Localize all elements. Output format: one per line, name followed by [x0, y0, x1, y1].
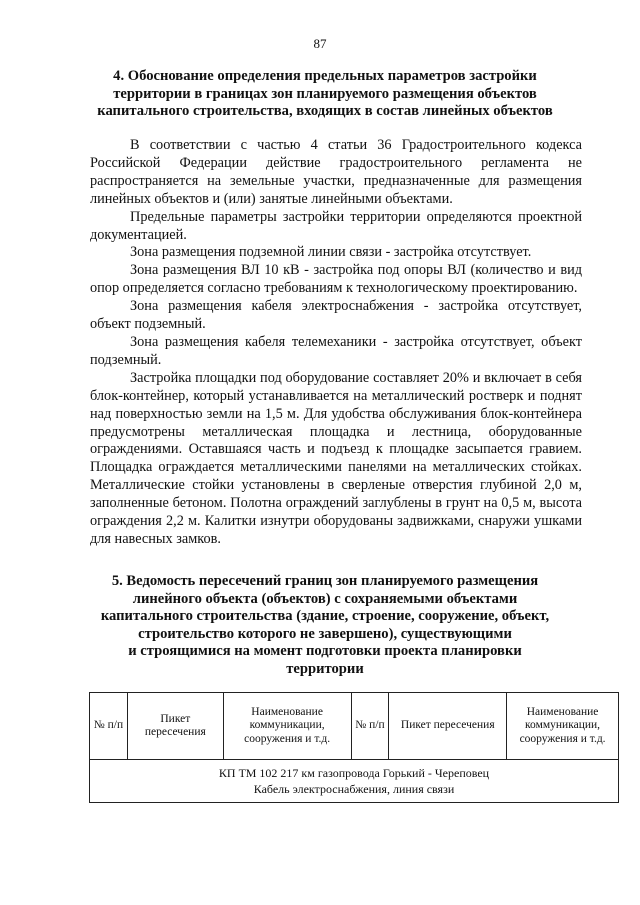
paragraph: В соответствии с частью 4 статьи 36 Градостроительного кодекса Российской Федерации действие градостроительного регламента не распространяется на земельные участки, предназначенные для размещения линейных объектов и (или) занятые линейными объектами.: [90, 137, 582, 207]
paragraph: Зона размещения ВЛ 10 кВ - застройка под опоры ВЛ (количество и вид опор определяется согласно требованиям к технологическому проектированию.: [90, 262, 582, 297]
section-5-heading-line: территории: [286, 660, 364, 677]
header-cell-name: Наименование коммуникации, сооружения и т.д.: [507, 693, 619, 760]
section-4-heading-line: 4. Обоснование определения предельных параметров застройки: [113, 68, 537, 84]
section-5-heading-line: строительство которого не завершено), существующими: [138, 625, 512, 642]
table-header-row: [90, 693, 619, 760]
paragraph: Застройка площадки под оборудование составляет 20% и включает в себя блок-контейнер, который устанавливается на металлический ростверк и поднят над поверхностью земли на 1,5 м. Для удобства обслуживания блок-контейнера предусмотрены металлическая площадка и лестница, оборудованные ограждениями. Оставшаяся часть и подъезд к площадке засыпается гравием. Площадка ограждается металлическими панелями на металлических стойках. Металлические стойки установлены в сверленые отверстия глубиной 2,0 м, заполненные бетоном. Полотна ограждений заглублены в грунт на 0,5 м, высота ограждения 2,2 м. Калитки изнутри оборудованы задвижками, снаружи ушками для навесных замков.: [90, 369, 582, 547]
section-5-heading: [90, 573, 560, 679]
paragraph: Зона размещения кабеля телемеханики - застройка отсутствует, объект подземный.: [90, 333, 582, 368]
group-row-cell: [90, 760, 619, 803]
crossings-table: [89, 692, 619, 803]
section-5-heading-line: линейного объекта (объектов) с сохраняемыми объектами: [132, 590, 518, 607]
section-5-heading-line: капитального строительства (здание, строение, сооружение, объект,: [100, 608, 550, 625]
section-5-heading-line: и строящимися на момент подготовки проекта планировки: [128, 643, 522, 660]
table-group-row: [90, 760, 619, 803]
header-cell-picket: Пикет пересечения: [389, 693, 507, 760]
header-cell-name: Наименование коммуникации, сооружения и т.д.: [223, 693, 351, 760]
section-5-heading-line: 5. Ведомость пересечений границ зон планируемого размещения: [111, 573, 539, 589]
section-4-body: [90, 137, 582, 549]
paragraph: Предельные параметры застройки территории определяются проектной документацией.: [90, 208, 582, 243]
header-cell-picket: Пикет пересечения: [127, 693, 223, 760]
section-4-heading-line: капитального строительства, входящих в состав линейных объектов: [97, 103, 553, 120]
section-4-heading-line: территории в границах зон планируемого размещения объектов: [113, 85, 537, 102]
header-cell-number: № п/п: [90, 693, 128, 760]
paragraph: Зона размещения подземной линии связи - застройка отсутствует.: [130, 244, 532, 261]
page-number: 87: [313, 36, 327, 51]
group-row-title: КП ТМ 102 217 км газопровода Горький - Череповец: [218, 766, 490, 780]
group-row-subtitle: Кабель электроснабжения, линия связи: [253, 782, 455, 796]
paragraph: Зона размещения кабеля электроснабжения - застройка отсутствует, объект подземный.: [90, 298, 582, 333]
header-cell-number: № п/п: [351, 693, 389, 760]
section-4-heading: [90, 68, 560, 121]
